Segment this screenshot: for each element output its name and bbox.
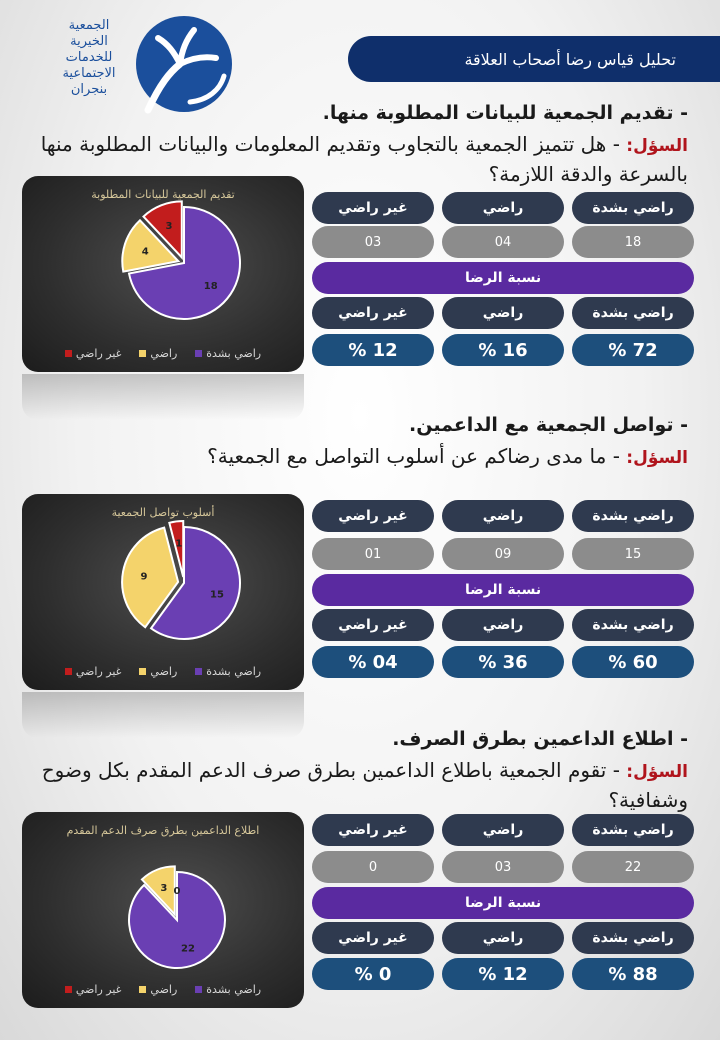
- header-very-satisfied: راضي بشدة: [572, 297, 694, 329]
- percent-not-satisfied: 12 %: [312, 334, 434, 366]
- legend-item-not-satisfied: [65, 665, 122, 678]
- count-not-satisfied: 01: [312, 538, 434, 570]
- satisfaction-ratio-bar: نسبة الرضا: [312, 262, 694, 294]
- legend-swatch: [195, 350, 202, 357]
- pie-data-label: 18: [203, 281, 218, 293]
- legend-label: غير راضي: [75, 347, 122, 360]
- pie-data-label: 0: [173, 886, 181, 898]
- pie-chart-panel: [22, 812, 304, 1008]
- legend-label: غير راضي: [75, 983, 122, 996]
- legend-swatch: [139, 350, 146, 357]
- chart-title: أسلوب تواصل الجمعية: [111, 506, 215, 519]
- legend-swatch: [65, 986, 72, 993]
- legend-item-very-satisfied: [195, 665, 261, 678]
- count-satisfied: 04: [442, 226, 564, 258]
- chart-legend: [22, 665, 304, 678]
- legend-item-satisfied: [139, 665, 177, 678]
- header-not-satisfied: غير راضي: [312, 297, 434, 329]
- pie-chart: [22, 494, 304, 690]
- pie-data-label: 9: [140, 571, 148, 583]
- header-very-satisfied: راضي بشدة: [572, 609, 694, 641]
- legend-item-satisfied: [139, 347, 177, 360]
- page-header-banner: [348, 36, 720, 82]
- legend-item-not-satisfied: [65, 347, 122, 360]
- header-very-satisfied: راضي بشدة: [572, 500, 694, 532]
- header-satisfied: راضي: [442, 814, 564, 846]
- question-body: - ما مدى رضاكم عن أسلوب التواصل مع الجمعية؟: [207, 444, 620, 468]
- legend-item-very-satisfied: [195, 347, 261, 360]
- pie-chart-panel: [22, 176, 304, 372]
- legend-label: راضي: [150, 665, 178, 678]
- pie-data-label: 3: [160, 882, 168, 894]
- legend-item-satisfied: [139, 983, 177, 996]
- count-very-satisfied: 22: [572, 851, 694, 883]
- header-not-satisfied: غير راضي: [312, 500, 434, 532]
- count-satisfied: 09: [442, 538, 564, 570]
- logo-text: الجمعية الخيرية للخدمات الاجتماعية بنجران: [62, 18, 116, 97]
- header-satisfied: راضي: [442, 297, 564, 329]
- section-title: - تقديم الجمعية للبيانات المطلوبة منها.: [322, 102, 688, 124]
- chart-title: تقديم الجمعية للبيانات المطلوبة: [91, 188, 235, 201]
- percent-satisfied: 16 %: [442, 334, 564, 366]
- pie-chart: [22, 812, 304, 1008]
- chart-reflection: [22, 374, 304, 420]
- percent-very-satisfied: 88 %: [572, 958, 694, 990]
- legend-swatch: [65, 350, 72, 357]
- percent-satisfied: 12 %: [442, 958, 564, 990]
- header-very-satisfied: راضي بشدة: [572, 814, 694, 846]
- header-not-satisfied: غير راضي: [312, 922, 434, 954]
- satisfaction-ratio-bar: نسبة الرضا: [312, 887, 694, 919]
- header-not-satisfied: غير راضي: [312, 192, 434, 224]
- legend-label: راضي: [150, 983, 178, 996]
- percent-very-satisfied: 72 %: [572, 334, 694, 366]
- legend-label: راضي: [150, 347, 178, 360]
- satisfaction-ratio-bar: نسبة الرضا: [312, 574, 694, 606]
- header-satisfied: راضي: [442, 922, 564, 954]
- question-label: السؤل:: [626, 762, 688, 782]
- legend-label: راضي بشدة: [206, 983, 262, 996]
- legend-swatch: [195, 668, 202, 675]
- legend-swatch: [195, 986, 202, 993]
- question-body: - هل تتميز الجمعية بالتجاوب وتقديم المعلومات والبيانات المطلوبة منها بالسرعة والدقة اللازمة؟: [40, 132, 688, 186]
- count-not-satisfied: 03: [312, 226, 434, 258]
- legend-swatch: [139, 668, 146, 675]
- legend-label: غير راضي: [75, 665, 122, 678]
- question-label: السؤل:: [626, 136, 688, 156]
- header-not-satisfied: غير راضي: [312, 814, 434, 846]
- legend-item-not-satisfied: [65, 983, 122, 996]
- header-satisfied: راضي: [442, 609, 564, 641]
- legend-label: راضي بشدة: [206, 665, 262, 678]
- header-satisfied: راضي: [442, 192, 564, 224]
- chart-legend: [22, 347, 304, 360]
- count-not-satisfied: 0: [312, 851, 434, 883]
- percent-not-satisfied: 04 %: [312, 646, 434, 678]
- legend-swatch: [139, 986, 146, 993]
- pie-data-label: 4: [141, 246, 149, 258]
- header-very-satisfied: راضي بشدة: [572, 922, 694, 954]
- pie-data-label: 1: [175, 538, 183, 550]
- chart-title: اطلاع الداعمين بطرق صرف الدعم المقدم: [66, 824, 260, 837]
- pie-chart-panel: [22, 494, 304, 690]
- header-not-satisfied: غير راضي: [312, 609, 434, 641]
- count-very-satisfied: 18: [572, 226, 694, 258]
- page-title: تحليل قياس رضا أصحاب العلاقة: [464, 49, 676, 69]
- count-very-satisfied: 15: [572, 538, 694, 570]
- question-text: [38, 442, 688, 472]
- legend-item-very-satisfied: [195, 983, 261, 996]
- count-satisfied: 03: [442, 851, 564, 883]
- header-satisfied: راضي: [442, 500, 564, 532]
- percent-very-satisfied: 60 %: [572, 646, 694, 678]
- pie-chart: [22, 176, 304, 372]
- header-very-satisfied: راضي بشدة: [572, 192, 694, 224]
- chart-reflection: [22, 692, 304, 738]
- pie-data-label: 22: [180, 943, 195, 955]
- chart-legend: [22, 983, 304, 996]
- percent-not-satisfied: 0 %: [312, 958, 434, 990]
- legend-label: راضي بشدة: [206, 347, 262, 360]
- question-body: - تقوم الجمعية باطلاع الداعمين بطرق صرف الدعم المقدم بكل وضوح وشفافية؟: [41, 758, 688, 812]
- section-title: - اطلاع الداعمين بطرق الصرف.: [392, 728, 688, 750]
- logo-emblem: [130, 14, 234, 118]
- pie-data-label: 3: [165, 221, 173, 233]
- section-title: - تواصل الجمعية مع الداعمين.: [409, 414, 688, 436]
- percent-satisfied: 36 %: [442, 646, 564, 678]
- organization-logo: [56, 14, 236, 118]
- legend-swatch: [65, 668, 72, 675]
- question-text: [38, 756, 688, 814]
- question-label: السؤل:: [626, 448, 688, 468]
- pie-data-label: 15: [210, 589, 224, 601]
